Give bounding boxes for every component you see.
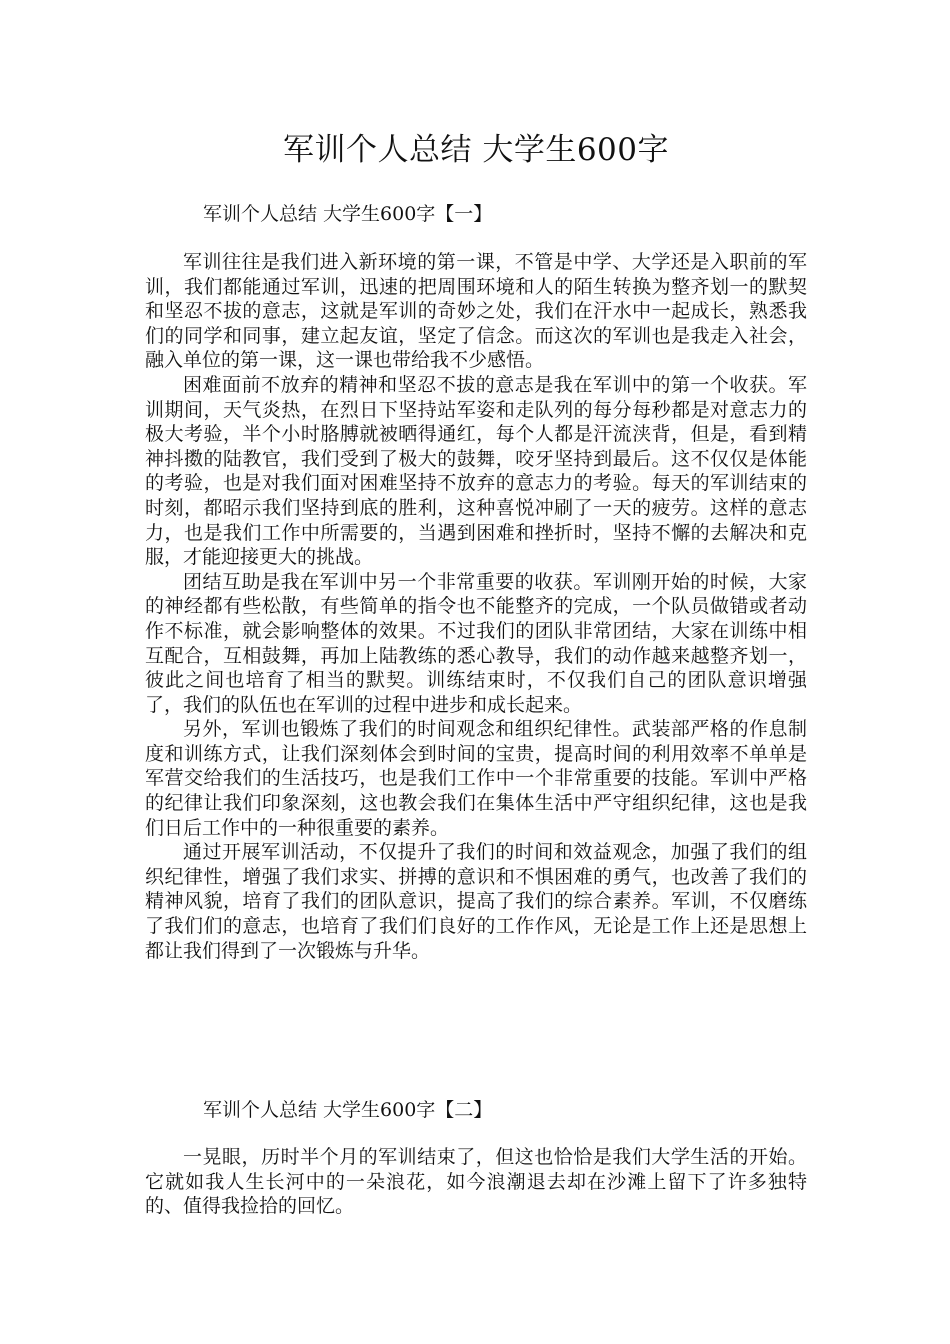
document-title: 军训个人总结 大学生600字 (282, 132, 670, 168)
paragraph: 通过开展军训活动，不仅提升了我们的时间和效益观念，加强了我们的组织纪律性，增强了我们求实、拼搏的意识和不惧困难的勇气，也改善了我们的精神风貌，培育了我们的团队意识，提高了我们的综合素养。军训，不仅磨练了我们们的意志，也培育了我们们良好的工作作风，无论是工作上还是思想上都让我们得到了一次锻炼与升华。 (145, 841, 807, 962)
paragraph: 军训往往是我们进入新环境的第一课，不管是中学、大学还是入职前的军训，我们都能通过军训，迅速的把周围环境和人的陌生转换为整齐划一的默契和坚忍不拔的意志，这就是军训的奇妙之处，我们在汗水中一起成长，熟悉我们的同学和同事，建立起友谊，坚定了信念。而这次的军训也是我走入社会，融入单位的第一课，这一课也带给我不少感悟。 (145, 251, 807, 372)
section-2-body (145, 1145, 807, 1219)
paragraph: 团结互助是我在军训中另一个非常重要的收获。军训刚开始的时候，大家的神经都有些松散，有些简单的指令也不能整齐的完成，一个队员做错或者动作不标准，就会影响整体的效果。不过我们的团队非常团结，大家在训练中相互配合，互相鼓舞，再加上陆教练的悉心教导，我们的动作越来越整齐划一，彼此之间也培育了相当的默契。训练结束时，不仅我们自己的团队意识增强了，我们的队伍也在军训的过程中进步和成长起来。 (145, 570, 807, 716)
section-heading-2: 军训个人总结 大学生600字【二】 (203, 1099, 493, 1121)
paragraph: 另外，军训也锻炼了我们的时间观念和组织纪律性。武装部严格的作息制度和训练方式，让我们深刻体会到时间的宝贵，提高时间的利用效率不单单是军营交给我们的生活技巧，也是我们工作中一个非常重要的技能。军训中严格的纪律让我们印象深刻，这也教会我们在集体生活中严守组织纪律，这也是我们日后工作中的一种很重要的素养。 (145, 718, 807, 839)
section-heading-1: 军训个人总结 大学生600字【一】 (203, 203, 493, 225)
paragraph: 困难面前不放弃的精神和坚忍不拔的意志是我在军训中的第一个收获。军训期间，天气炎热，在烈日下坚持站军姿和走队列的每分每秒都是对意志力的极大考验，半个小时胳膊就被晒得通红，每个人都是汗流浃背，但是，看到精神抖擞的陆教官，我们受到了极大的鼓舞，咬牙坚持到最后。这不仅仅是体能的考验，也是对我们面对困难坚持不放弃的意志力的考验。每天的军训结束的时刻，都昭示我们坚持到底的胜利，这种喜悦冲刷了一天的疲劳。这样的意志力，也是我们工作中所需要的，当遇到困难和挫折时，坚持不懈的去解决和克服，才能迎接更大的挑战。 (145, 373, 807, 569)
paragraph: 一晃眼，历时半个月的军训结束了，但这也恰恰是我们大学生活的开始。它就如我人生长河中的一朵浪花，如今浪潮退去却在沙滩上留下了许多独特的、值得我捡拾的回忆。 (145, 1146, 807, 1218)
section-1-body (145, 250, 807, 963)
